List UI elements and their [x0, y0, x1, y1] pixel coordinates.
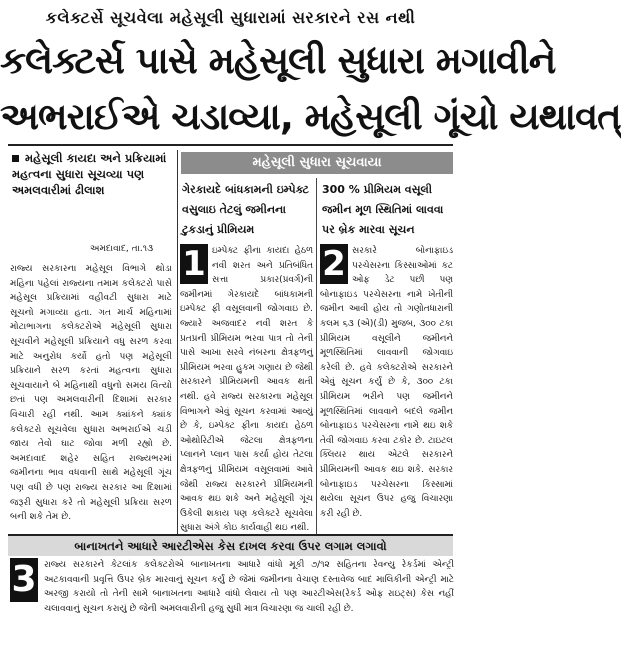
column-separator [316, 178, 317, 534]
headline-line-1: કલેક્ટર્સ પાસે મહેસૂલી સુધારા મગાવીને [0, 39, 556, 82]
headline-rule [8, 144, 453, 146]
point-2-heading: 300 % પ્રીમિયમ વસૂલી જમીન મૂળ સ્થિતિમાં લાવવા પર બ્રેક મારવા સૂચન [322, 183, 444, 236]
sidebar-title-text: મહેસૂલી કાયદા અને પ્રક્રિયામાં મહત્વના સુધારા સૂચવ્યા પણ અમલવારીમાં ઢીલાશ [12, 151, 167, 197]
headline-line-2: અભરાઈએ ચડાવ્યા, મહેસૂલી ગૂંચો યથાવત્ [0, 95, 621, 138]
column-divider [177, 150, 178, 534]
point-3-body: રાજ્ય સરકારને કેટલાંક કલેક્ટરોએ બાનાખતના આધારે વાંધો મૂકી ૭/૧૨ સહિતના રેવન્યુ રેકર્ડમાં એન્ટ્રી અટકાવવાની પ્રવૃત્તિ ઉપર બ્રેક મારવાનું સૂચન કર્યું છે જેમાં જમીનના વેચાણ દસ્તાવેજ બાદ માલિકીની એન્ટ્રી માટે અરજી કરાયો તો તેની સામે બાનાખતના આધારે વાંધો લેવાય તો પણ આરટીએસ(રેકર્ડ ઓફ રાઇટ્સ) કેસ નહીં ચલાવવાનું સૂચન કરાયું છે જેની અમલવારીની હજુ સુધી માત્ર વિચારણા જ ચાલી રહી છે. [44, 560, 454, 614]
point-1-body-text: ઇમ્પેક્ટ ફીના કાયદા હેઠળ નવી શરત અને પ્રતિબંધિત સત્તા પ્રકાર(પ્રવર્ગ)ની જમીનમાં ગેરકાયદે બાંધકામની ઇમ્પેક્ટ ફી વસૂલવાની જોગવાઇ છે. જ્યારે અજવાદર નવી શરત કે પ્રતપ્રની પ્રીમિયમ ભરવા પાત્ર તો તેની પાસે આખા સરવે નંબરના ક્ષેત્રફળનું પ્રીમિયમ ભરવા હુકમ ગણાય છે જેથી સરકારને પ્રીમિયમની આવક થતી નથી. હવે રાજ્ય સરકારના મહેસૂલ વિભાગને એવું સૂચન કરવામાં આવ્યું છે કે, ઇમ્પેક્ટ ફીના કાયદા હેઠળ ઓથોરિટીએ જેટલા ક્ષેત્રફળના પ્લાનને પ્લાન પાસ કર્યા હોય તેટલા ક્ષેત્રફળનું પ્રીમિયમ વસૂલવામાં આવે જેથી રાજ્ય સરકારને પ્રીમિયમની આવક થઇ શકે અને મહેસૂલી ગૂંચ ઉકેલી શકાય પણ કલેક્ટરે સૂચવેલા સુધારા અંગે કોઇ કાર્યવાહી થઇ નથી. [180, 246, 313, 534]
point-number-2: 2 [320, 244, 348, 284]
kicker: કલેક્ટર્સે સૂચવેલા મહેસૂલી સુધારામાં સરકારને રસ નથી [45, 8, 416, 27]
point-3-heading: બાનાખતને આધારે આરટીએસ કેસ દાખલ કરવા ઉપર લગામ લગાવો [8, 534, 453, 556]
point-1-body [180, 244, 313, 534]
sidebar-title [12, 150, 172, 198]
point-number-1: 1 [180, 244, 208, 284]
bullet-square-icon [12, 155, 19, 162]
point-1-heading: ગેરકાયદે બાંધકામની ઇમ્પેક્ટ વસુલાઇ તેટલું જમીનના ટુકડાનું પ્રીમિયમ [182, 183, 309, 236]
sidebar-body: રાજ્ય સરકારના મહેસૂલ વિભાગે થોડા મહિના પહેલાં રાજ્યના તમામ કલેક્ટરો પાસે મહેસૂલ પ્રક્રિયામાં વહીવટી સુધારા માટે સૂચનો મગાવ્યા હતા. ગત માર્ચ મહિનામાં મોટાભાગના કલેક્ટરોએ મહેસૂલી સુધારા સૂચવીને મહેસૂલી પ્રક્રિયાને વધુ સરળ કરવા માટે અનુરોધ કર્યો હતો પણ મહેસૂલી પ્રક્રિયાને સરળ કરતાં મહત્વના સુધારા સૂચવાયાને બે મહિનાથી વધુનો સમય વિત્યો છતાં પણ અમલવારીની દિશામાં સરકાર વિચારી રહી નથી. આમ ક્યાંકને ક્યાંક કલેક્ટરો સૂચવેલા સુધારા અભરાઈએ ચડી જાય તેવો ઘાટ જોવા મળી રહ્યો છે. અમદાવાદ શહેર સહિત રાજ્યભરમાં જમીનના ભાવ વધવાની સાથે મહેસૂલી ગૂંચ પણ વધી છે પણ રાજ્ય સરકાર આ દિશામાં જરૂરી સુધારા કરે તો મહેસૂલી પ્રક્રિયા સરળ બની શકે તેમ છે. [10, 264, 172, 523]
point-number-3: 3 [11, 559, 37, 600]
dateline: અમદાવાદ, તા.૧૩ [90, 244, 154, 254]
point-2-body-text: સરકારે બોનાફાઇડ પરચેસરના કિસ્સાઓમાં કટ ઓફ ડેટ પછી પણ બોનાફાઇડ પરચેસરના નામે ખેતીની જમીન આવી હોય તો ગણોતધારાની કલમ ૬૩ (એ)(ડી) મુજબ, ૩૦૦ ટકા પ્રીમિયમ વસૂલીને જમીનને મૂળસ્થિતિમાં લાવવાની જોગવાઇ કરેલી છે. હવે કલેક્ટરોએ સરકારને એવું સૂચન કર્યું છે કે, ૩૦૦ ટકા પ્રીમિયમ ભરીને પણ જમીનને મૂળસ્થિતિમાં લાવવાને બદલે જમીન બોનાફાઇડ પરચેસરના નામે થઇ શકે તેવી જોગવાઇ કરવા ટકોર છે. ટાઇટલ ક્લિયર થાય એટલે સરકારને પ્રીમિયમની આવક થઇ શકે. સરકાર બોનાફાઇડ પરચેસરના કિસ્સામાં થયેલા સૂચન ઉપર હજુ વિચારણા કરી રહી છે. [320, 246, 453, 519]
section-label: મહેસૂલી સુધારા સૂચવાયા [181, 152, 453, 174]
point-2-body [320, 244, 453, 534]
